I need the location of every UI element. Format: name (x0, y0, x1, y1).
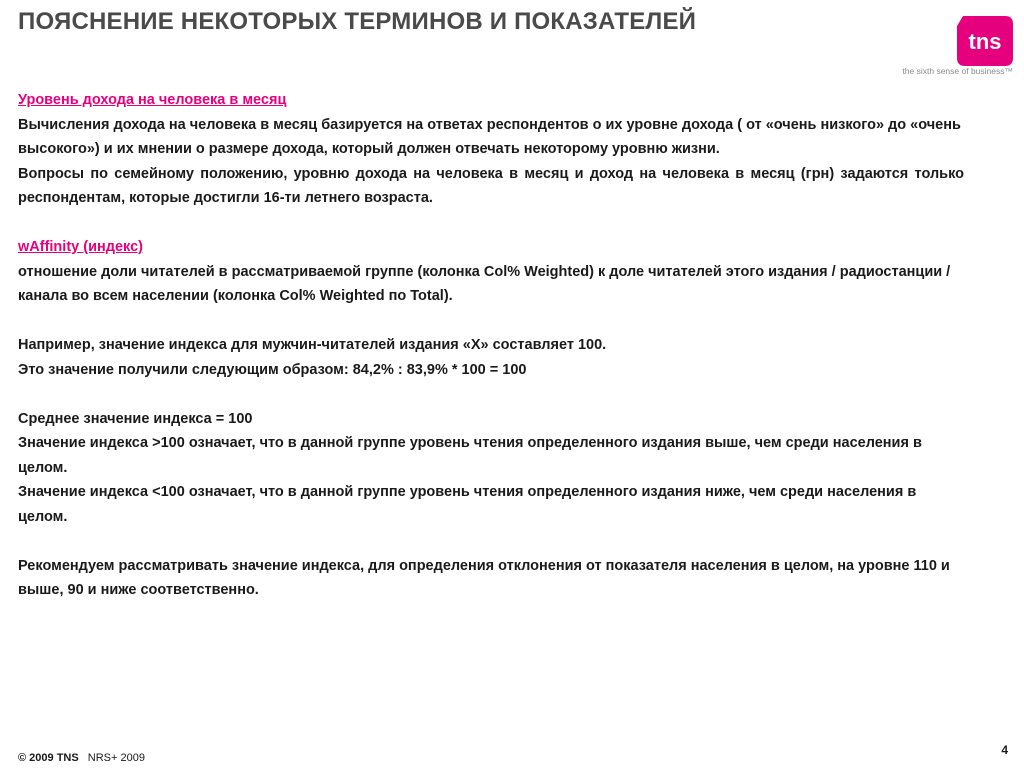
tns-logo (955, 14, 1015, 68)
affinity-example-2: Это значение получили следующим образом: 84,2% : 83,9% * 100 = 100 (18, 361, 527, 378)
source-label: NRS+ 2009 (87, 752, 145, 764)
affinity-definition: отношение доли читателей в рассматриваемой группе (колонка Col% Weighted) к доле читателей этого издания / радиостанции / канала во всем населении (колонка Col% Weighted по Total). (18, 263, 951, 304)
footer (18, 752, 145, 764)
affinity-average: Среднее значение индекса = 100 (18, 410, 253, 427)
logo-text: tns (968, 29, 1002, 54)
affinity-heading: wAffinity (индекс) (18, 239, 143, 255)
income-paragraph-1: Вычисления дохода на человека в месяц базируется на ответах респондентов о их уровне дохода ( от «очень низкого» до «очень высокого») и их мнении о размере дохода, который должен отвечать некоторому уровню жизни. (18, 116, 961, 157)
page-number: 4 (1001, 743, 1008, 757)
content (18, 88, 964, 603)
logo-tagline: the sixth sense of business™ (902, 66, 1013, 76)
page-title: ПОЯСНЕНИЕ НЕКОТОРЫХ ТЕРМИНОВ И ПОКАЗАТЕЛЕЙ (18, 8, 697, 35)
income-paragraph-2: Вопросы по семейному положению, уровню дохода на человека в месяц и доход на человека в месяц (грн) задаются только респондентам, которые достигли 16-ти летнего возраста. (18, 165, 964, 206)
income-heading: Уровень дохода на человека в месяц (18, 92, 287, 108)
affinity-above: Значение индекса >100 означает, что в данной группе уровень чтения определенного издания выше, чем среди населения в целом. (18, 435, 922, 476)
affinity-below: Значение индекса <100 означает, что в данной группе уровень чтения определенного издания ниже, чем среди населения в целом. (18, 484, 917, 525)
affinity-recommendation: Рекомендуем рассматривать значение индекса, для определения отклонения от показателя населения в целом, на уровне 110 и выше, 90 и ниже соответственно. (18, 557, 950, 598)
affinity-example-1: Например, значение индекса для мужчин-читателей издания «Х» составляет 100. (18, 337, 607, 353)
copyright: © 2009 TNS (18, 752, 79, 764)
